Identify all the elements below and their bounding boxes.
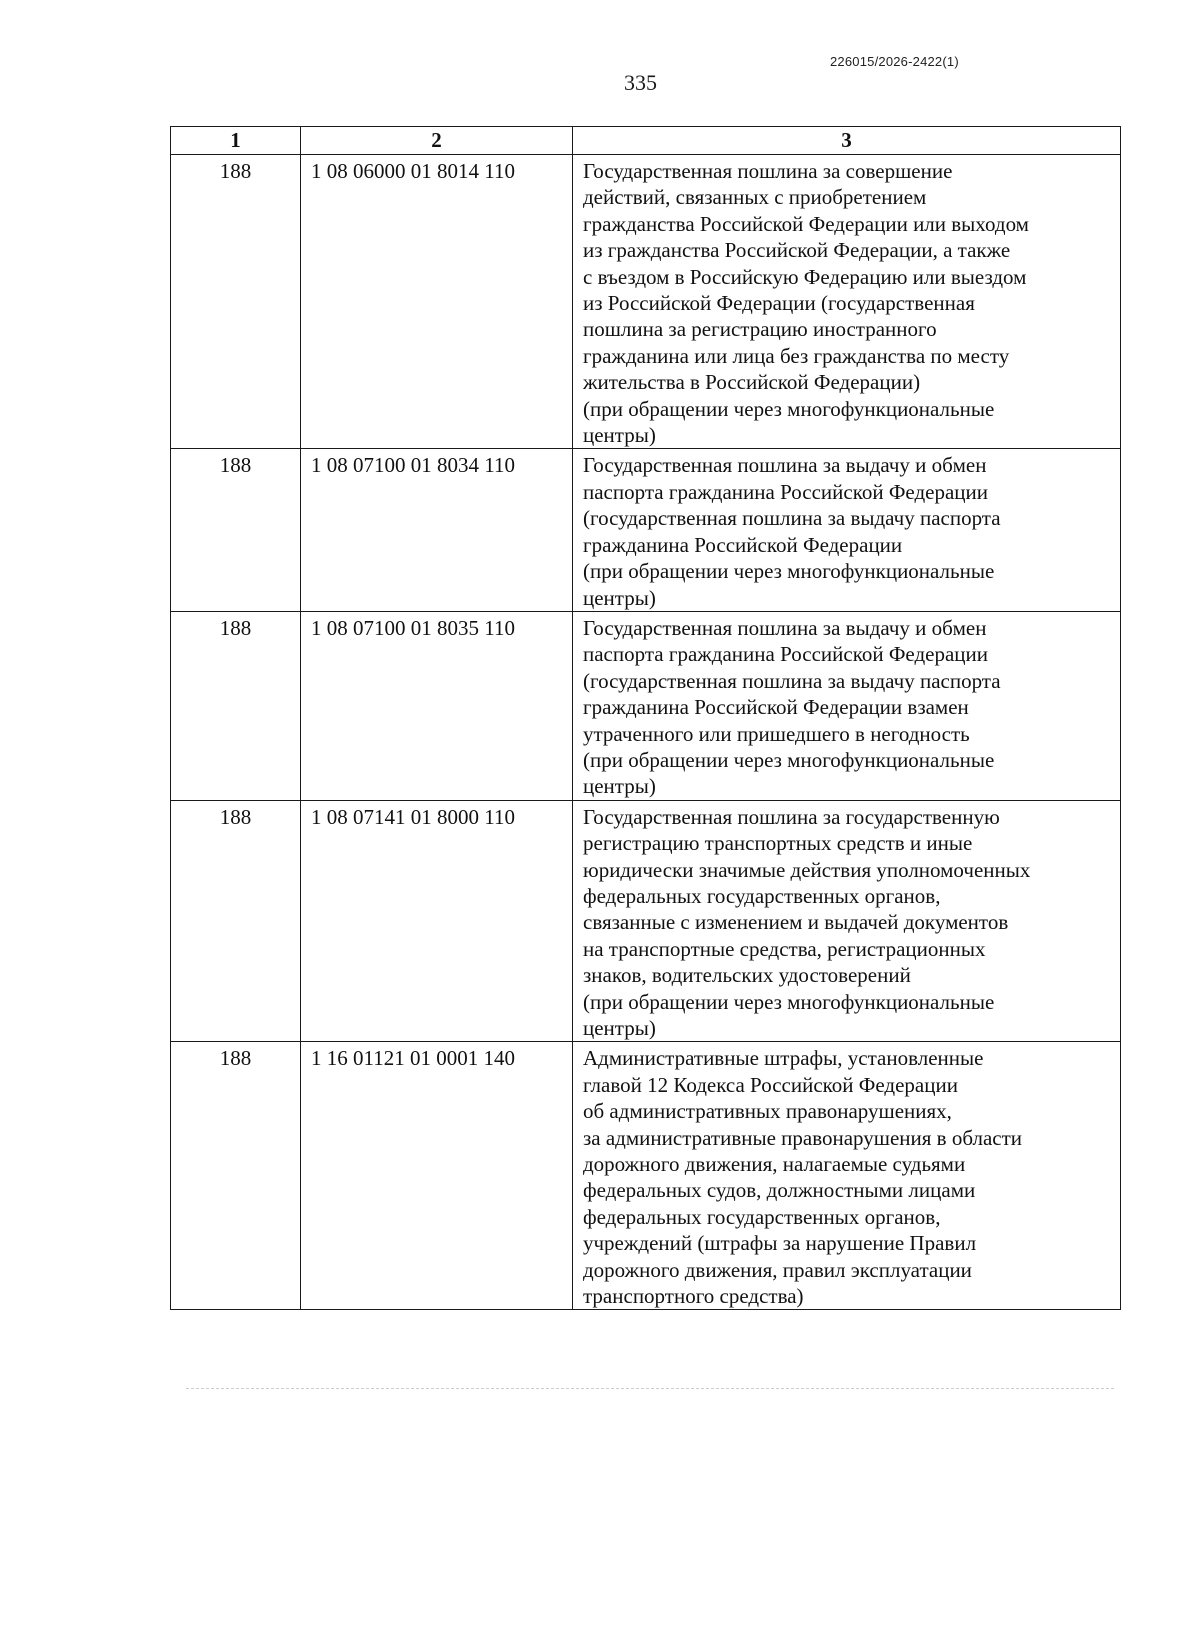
description-line: (при обращении через многофункциональные <box>583 747 995 772</box>
description-line: дорожного движения, налагаемые судьями <box>583 1152 966 1177</box>
table-row <box>171 155 1121 449</box>
description-line: за административные правонарушения в области <box>583 1125 1023 1150</box>
description-line: регистрацию транспортных средств и иные <box>583 831 973 856</box>
page-number: 335 <box>624 70 657 95</box>
description-line: Государственная пошлина за выдачу и обмен <box>583 615 987 640</box>
description-line: транспортного средства) <box>583 1284 804 1309</box>
admin-code-cell: 188 <box>171 449 301 611</box>
description-line: гражданина или лица без гражданства по месту <box>583 343 1010 368</box>
description-line: федеральных государственных органов, <box>583 883 941 908</box>
description-line: (при обращении через многофункциональные <box>583 559 995 584</box>
description-line: дорожного движения, правил эксплуатации <box>583 1257 972 1282</box>
description-line: Государственная пошлина за совершение <box>583 159 953 183</box>
description-line: из гражданства Российской Федерации, а также <box>583 238 1011 263</box>
column-header-3: 3 <box>573 127 1121 155</box>
description-line: из Российской Федерации (государственная <box>583 291 975 316</box>
income-codes-table <box>170 126 1121 1310</box>
description-line: учреждений (штрафы за нарушение Правил <box>583 1231 977 1256</box>
description-line: центры) <box>583 1016 656 1040</box>
description-line: связанные с изменением и выдачей документов <box>583 910 1009 935</box>
description-line: паспорта гражданина Российской Федерации <box>583 642 988 667</box>
income-code-cell: 1 16 01121 01 0001 140 <box>301 1042 573 1310</box>
admin-code-cell: 188 <box>171 800 301 1042</box>
description-line: Государственная пошлина за государственную <box>583 804 1000 829</box>
income-code-cell: 1 08 07100 01 8035 110 <box>301 611 573 800</box>
description-line: главой 12 Кодекса Российской Федерации <box>583 1072 958 1097</box>
description-line: утраченного или пришедшего в негодность <box>583 721 970 746</box>
scan-artifact-line <box>186 1388 1114 1390</box>
description-line: центры) <box>583 585 656 610</box>
table-row <box>171 449 1121 611</box>
admin-code-cell: 188 <box>171 155 301 449</box>
description-line: об административных правонарушениях, <box>583 1099 952 1124</box>
description-line: действий, связанных с приобретением <box>583 185 927 210</box>
description-cell <box>573 800 1121 1042</box>
description-line: (государственная пошлина за выдачу паспорта <box>583 668 1001 693</box>
description-line: (при обращении через многофункциональные <box>583 396 995 421</box>
description-line: (государственная пошлина за выдачу паспорта <box>583 506 1001 531</box>
description-cell <box>573 611 1121 800</box>
description-line: Административные штрафы, установленные <box>583 1046 984 1071</box>
description-line: паспорта гражданина Российской Федерации <box>583 479 988 504</box>
table-row <box>171 611 1121 800</box>
document-id: 226015/2026-2422(1) <box>830 54 959 69</box>
description-line: юридически значимые действия уполномоченных <box>583 857 1031 882</box>
table-body <box>171 155 1121 1310</box>
table-header <box>171 127 1121 155</box>
description-line: жительства в Российской Федерации) <box>583 370 921 395</box>
description-line: федеральных государственных органов, <box>583 1204 941 1229</box>
table-row <box>171 1042 1121 1310</box>
description-cell <box>573 1042 1121 1310</box>
description-cell <box>573 155 1121 449</box>
description-line: Государственная пошлина за выдачу и обмен <box>583 453 987 478</box>
description-line: гражданства Российской Федерации или выходом <box>583 211 1029 236</box>
description-cell <box>573 449 1121 611</box>
admin-code-cell: 188 <box>171 1042 301 1310</box>
description-line: федеральных судов, должностными лицами <box>583 1178 976 1203</box>
description-line: центры) <box>583 774 656 799</box>
admin-code-cell: 188 <box>171 611 301 800</box>
column-header-1: 1 <box>171 127 301 155</box>
description-line: гражданина Российской Федерации взамен <box>583 695 969 720</box>
description-line: пошлина за регистрацию иностранного <box>583 317 937 342</box>
table-header-row <box>171 127 1121 155</box>
income-code-cell: 1 08 07100 01 8034 110 <box>301 449 573 611</box>
description-line: гражданина Российской Федерации <box>583 532 903 557</box>
description-line: на транспортные средства, регистрационных <box>583 936 986 961</box>
income-code-cell: 1 08 06000 01 8014 110 <box>301 155 573 449</box>
description-line: (при обращении через многофункциональные <box>583 989 995 1014</box>
table-row <box>171 800 1121 1042</box>
column-header-2: 2 <box>301 127 573 155</box>
income-code-cell: 1 08 07141 01 8000 110 <box>301 800 573 1042</box>
description-line: знаков, водительских удостоверений <box>583 963 911 988</box>
description-line: центры) <box>583 423 656 448</box>
description-line: с въездом в Российскую Федерацию или выездом <box>583 264 1027 289</box>
